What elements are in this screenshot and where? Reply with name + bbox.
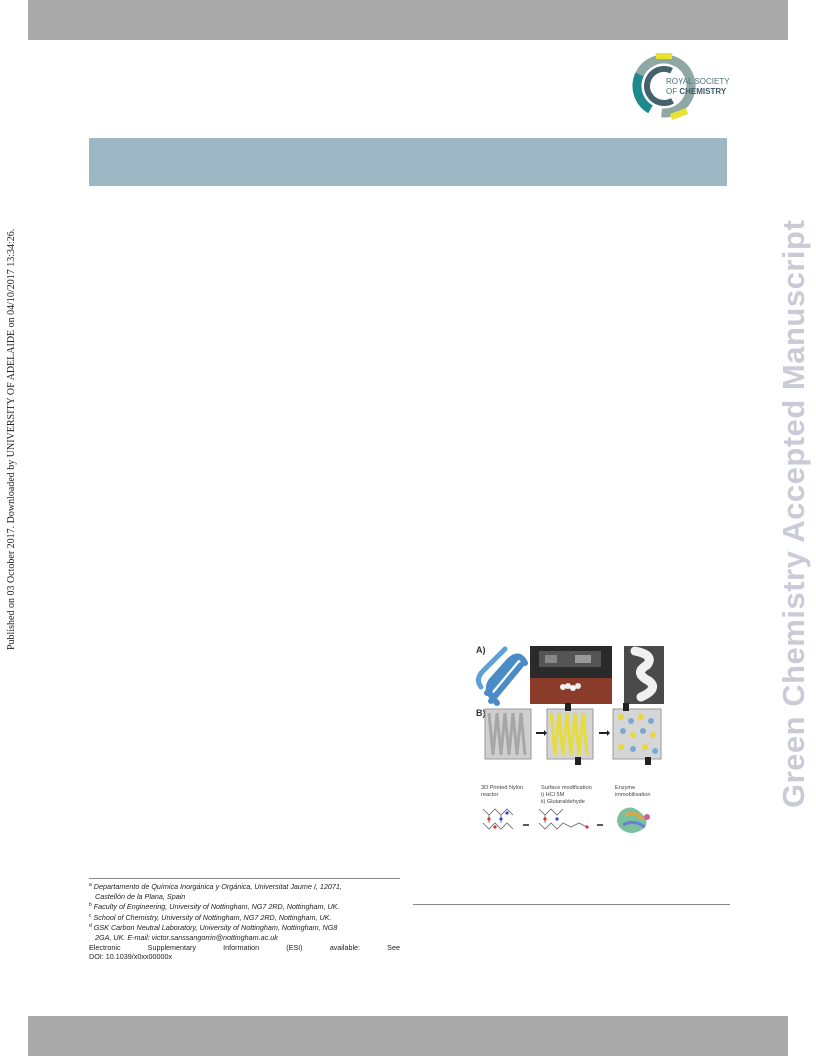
panel-a-label: A) — [476, 645, 486, 655]
header-band — [28, 0, 788, 40]
manuscript-watermark: Green Chemistry Accepted Manuscript — [776, 219, 811, 808]
serpentine-reactor-icon — [478, 649, 525, 703]
step2-glutaraldehyde: ii) Glutaraldehyde — [541, 799, 585, 805]
step3-label: Enzyme — [615, 785, 636, 791]
printer-photo — [530, 646, 612, 704]
modified-structure-icon — [539, 809, 589, 829]
step1-label: 3D Printed Nylon — [481, 785, 524, 791]
enzyme-reactor-icon — [613, 703, 661, 765]
footnote-a: $^a$ Departamento de Química Inorgánica y Orgánica, Universitat Jaume I, 12071, Castellón de la Plana, Spain — [89, 882, 342, 901]
nylon-structure-icon — [483, 809, 513, 829]
footnote-c: $^c$ School of Chemistry, University of Nottingham, NG7 2RD, Nottingham, UK. — [89, 912, 332, 922]
modified-reactor-icon — [547, 703, 593, 765]
step3-label-cont: immobilisation — [615, 792, 651, 798]
arrow-head-icon — [607, 730, 610, 736]
column-divider — [413, 904, 730, 905]
graphical-abstract-figure — [475, 643, 667, 839]
footnote-b: $^b$ Faculty of Engineering, University of Nottingham, NG7 2RD, Nottingham, UK. — [89, 902, 340, 912]
step2-hcl: i) HCl 5M — [541, 792, 565, 798]
esi-notice: Electronic Supplementary Information (ESI) available: See — [89, 942, 400, 952]
publication-notice: Published on 03 October 2017. Downloaded by UNIVERSITY OF ADELAIDE on 04/10/2017 13:34:26. — [6, 228, 17, 650]
printed-part-photo — [624, 646, 664, 704]
footnote-divider — [89, 878, 400, 879]
panel-b-label: B) — [476, 708, 486, 718]
footer-band — [28, 1016, 788, 1056]
affiliation-footnotes — [89, 881, 400, 962]
footnote-d: $^d$ GSK Carbon Neutral Laboratory, University of Nottingham, Nottingham, NG8 2GA, UK. E-mail: victor.sanssangorrin@nottingham.ac.uk — [89, 923, 338, 942]
doi-link[interactable]: DOI: 10.1039/x0xx00000x — [89, 952, 173, 962]
nylon-reactor-icon — [485, 709, 531, 759]
rsc-logo-text: ROYAL SOCIETY OF CHEMISTRY — [666, 77, 730, 96]
step1-label-cont: reactor — [481, 792, 499, 798]
enzyme-structure-icon — [617, 807, 650, 833]
title-banner — [89, 138, 727, 186]
step2-label: Surface modification — [541, 785, 592, 791]
